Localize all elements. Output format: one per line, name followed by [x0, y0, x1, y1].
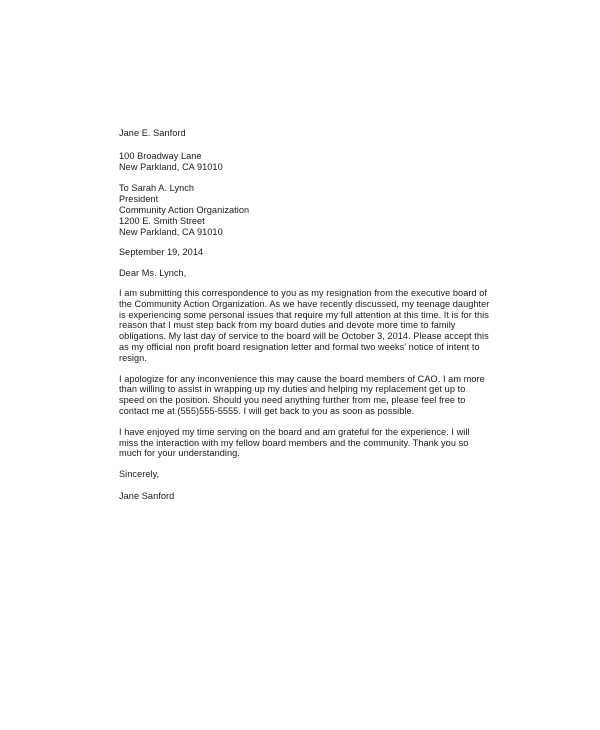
sender-address-line: New Parkland, CA 91010 [119, 161, 223, 172]
paragraph-line: contact me at (555)555-5555. I will get back to you as soon as possible. [119, 405, 415, 416]
recipient-line: President [119, 194, 159, 205]
paragraph-line: I am submitting this correspondence to you as my resignation from the executive board of [119, 287, 488, 298]
paragraph-line: miss the interaction with my fellow board members and the community. Thank you so [119, 437, 469, 448]
paragraph-line: as my official non profit board resignation letter and formal two weeks' notice of intent to [119, 341, 480, 352]
closing: Sincerely, [119, 469, 160, 480]
salutation-block [119, 268, 479, 279]
paragraph-1 [119, 287, 490, 364]
signature-name: Jane Sanford [119, 490, 175, 501]
paragraph-line: resign. [119, 352, 147, 363]
sender-address [119, 151, 479, 173]
recipient-line: New Parkland, CA 91010 [119, 226, 223, 237]
paragraph-line: is experiencing some personal issues that require my full attention at this time. It is for this [119, 309, 489, 320]
paragraph-3 [119, 427, 479, 459]
paragraph-line: speed on the position. Should you need anything further from me, please feel free to [119, 395, 466, 406]
paragraph-line: I apologize for any inconvenience this may cause the board members of CAO. I am more [119, 373, 485, 384]
salutation: Dear Ms. Lynch, [119, 268, 187, 279]
letter-date: September 19, 2014 [119, 247, 204, 258]
closing-block [119, 469, 479, 480]
recipient-block [119, 183, 479, 237]
letter-body [119, 128, 490, 502]
letter-date-block [119, 247, 479, 258]
paragraph-line: obligations. My last day of service to the board will be October 3, 2014. Please accept this [119, 331, 489, 342]
sender-name: Jane E. Sanford [119, 128, 186, 138]
sender-address-line: 100 Broadway Lane [119, 150, 202, 161]
recipient-line: Community Action Organization [119, 204, 250, 215]
sender-name-block [119, 128, 479, 139]
recipient-line: 1200 E. Smith Street [119, 215, 205, 226]
paragraph-line: much for your understanding. [119, 448, 240, 459]
paragraph-line: reason that I must step back from my board duties and devote more time to family [119, 320, 456, 331]
recipient-line: To Sarah A. Lynch [119, 183, 195, 194]
paragraph-line: the Community Action Organization. As we have recently discussed, my teenage daughter [119, 298, 490, 309]
signature-block [119, 491, 479, 502]
paragraph-line: than willing to assist in wrapping up my duties and helping my replacement get up to [119, 384, 466, 395]
paragraph-2 [119, 373, 485, 417]
paragraph-line: I have enjoyed my time serving on the board and am grateful for the experience. I will [119, 426, 470, 437]
